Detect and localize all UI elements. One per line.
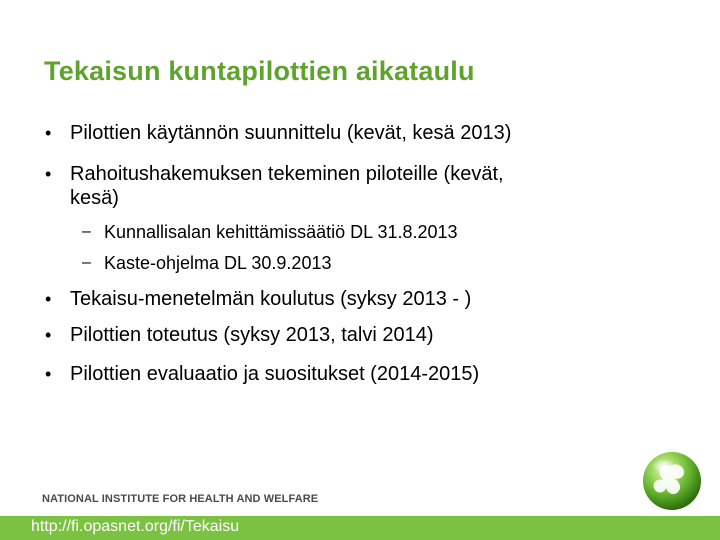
organization-name: NATIONAL INSTITUTE FOR HEALTH AND WELFARE <box>42 493 319 505</box>
green-sphere-logo-icon <box>640 448 704 512</box>
bullet-text: Pilottien evaluaatio ja suositukset (2014-2015) <box>70 363 480 385</box>
bullet-marker: • <box>45 325 52 345</box>
bullet-item <box>45 323 670 347</box>
sub-item <box>82 221 664 243</box>
sub-item-text: Kaste-ohjelma DL 30.9.2013 <box>104 253 332 273</box>
bullet-item <box>45 362 670 386</box>
bullet-text: Tekaisu-menetelmän koulutus (syksy 2013 - ) <box>70 288 472 310</box>
footer-url-link[interactable]: http://fi.opasnet.org/fi/Tekaisu <box>31 518 240 535</box>
dash-marker: – <box>82 223 91 240</box>
bullet-item <box>45 162 670 210</box>
bullet-marker: • <box>45 123 52 143</box>
bullet-marker: • <box>45 164 52 184</box>
slide-title: Tekaisun kuntapilottien aikataulu <box>44 56 475 86</box>
bullet-text: Rahoitushakemuksen tekeminen piloteille (kevät, <box>70 163 504 185</box>
sub-item-text: Kunnallisalan kehittämissäätiö DL 31.8.2013 <box>104 222 458 242</box>
dash-marker: – <box>82 254 91 271</box>
bullet-text-continuation: kesä) <box>70 187 119 209</box>
bullet-marker: • <box>45 289 52 309</box>
bullet-marker: • <box>45 364 52 384</box>
sub-item <box>82 252 664 274</box>
bullet-text: Pilottien käytännön suunnittelu (kevät, kesä 2013) <box>70 122 512 144</box>
bullet-item <box>45 287 670 311</box>
bullet-item <box>45 121 670 145</box>
bullet-text: Pilottien toteutus (syksy 2013, talvi 2014) <box>70 324 434 346</box>
